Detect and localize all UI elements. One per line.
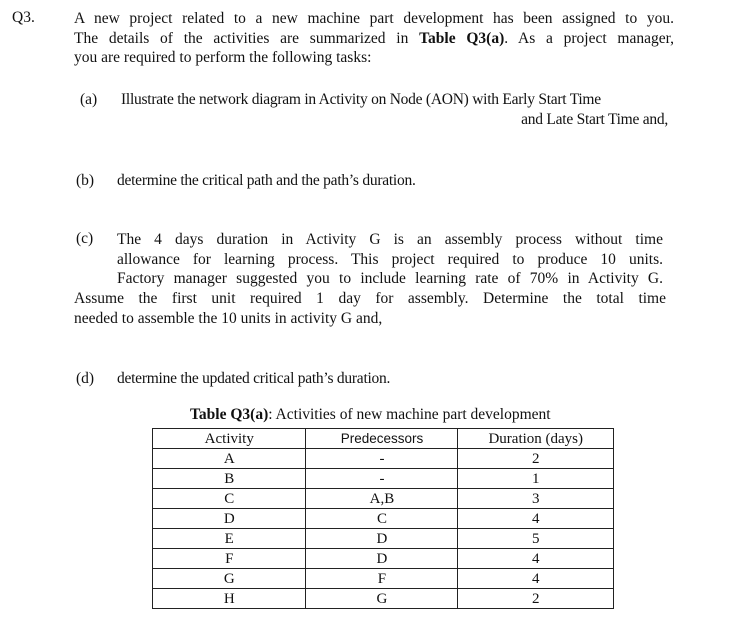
predecessor-cell: D — [306, 529, 458, 549]
table-row — [153, 509, 614, 529]
part-a-line-2: and Late Start Time and, — [521, 111, 668, 128]
activity-cell: D — [153, 509, 306, 529]
table-row — [153, 549, 614, 569]
duration-cell: 2 — [458, 589, 614, 609]
part-d-text: determine the updated critical path’s duration. — [117, 370, 391, 387]
table-row — [153, 489, 614, 509]
intro-line-2-end: . As a project manager, — [504, 29, 675, 47]
activity-cell: H — [153, 589, 306, 609]
table-row — [153, 469, 614, 489]
header-duration: Duration (days) — [458, 429, 614, 449]
duration-cell: 3 — [458, 489, 614, 509]
table-row — [153, 569, 614, 589]
part-c-line-1: The 4 days duration in Activity G is an assembly process without time — [117, 231, 663, 248]
predecessor-cell: F — [306, 569, 458, 589]
part-c-line-2: allowance for learning process. This project required to produce 10 units. — [117, 250, 663, 268]
question-intro — [74, 9, 674, 68]
table-header-row — [153, 429, 614, 449]
part-b-text: determine the critical path and the path’s duration. — [117, 172, 416, 189]
part-c-line-5: needed to assemble the 10 units in activity G and, — [74, 309, 383, 327]
part-c-label: (c) — [76, 230, 94, 247]
table-row — [153, 529, 614, 549]
part-d-label: (d) — [76, 370, 95, 387]
activity-cell: B — [153, 469, 306, 489]
duration-cell: 4 — [458, 569, 614, 589]
activity-cell: F — [153, 549, 306, 569]
intro-line-2-start: The details of the activities are summarized in — [74, 29, 409, 47]
activity-cell: G — [153, 569, 306, 589]
predecessor-cell: - — [306, 449, 458, 469]
duration-cell: 4 — [458, 549, 614, 569]
part-c-continuation — [74, 289, 666, 328]
table-caption-label: Table Q3(a) — [190, 406, 269, 423]
duration-cell: 1 — [458, 469, 614, 489]
table-reference: Table Q3(a) — [419, 29, 505, 47]
duration-cell: 4 — [458, 509, 614, 529]
duration-cell: 2 — [458, 449, 614, 469]
table-row — [153, 589, 614, 609]
table-caption — [190, 406, 551, 424]
predecessor-cell: - — [306, 469, 458, 489]
intro-line-2 — [74, 29, 674, 49]
header-activity: Activity — [153, 429, 306, 449]
predecessor-cell: C — [306, 509, 458, 529]
duration-cell: 5 — [458, 529, 614, 549]
part-c-line-3: Factory manager suggested you to include learning rate of 70% in Activity G. — [117, 270, 663, 287]
predecessor-cell: D — [306, 549, 458, 569]
part-a-label: (a) — [80, 91, 98, 108]
intro-line-1: A new project related to a new machine part development has been assigned to you. — [74, 10, 674, 27]
predecessor-cell: A,B — [306, 489, 458, 509]
activities-table — [152, 428, 614, 609]
predecessor-cell: G — [306, 589, 458, 609]
table-row — [153, 449, 614, 469]
part-b-label: (b) — [76, 172, 95, 189]
question-number: Q3. — [12, 9, 35, 26]
table-caption-text: : Activities of new machine part development — [268, 406, 551, 423]
part-a-line-1: Illustrate the network diagram in Activity on Node (AON) with Early Start Time — [121, 91, 601, 108]
activity-cell: C — [153, 489, 306, 509]
intro-line-3: you are required to perform the following tasks: — [74, 49, 372, 66]
part-c-body — [117, 230, 663, 289]
activity-cell: E — [153, 529, 306, 549]
activity-cell: A — [153, 449, 306, 469]
header-predecessors: Predecessors — [306, 429, 458, 449]
part-c-line-4: Assume the first unit required 1 day for assembly. Determine the total time — [74, 290, 666, 307]
